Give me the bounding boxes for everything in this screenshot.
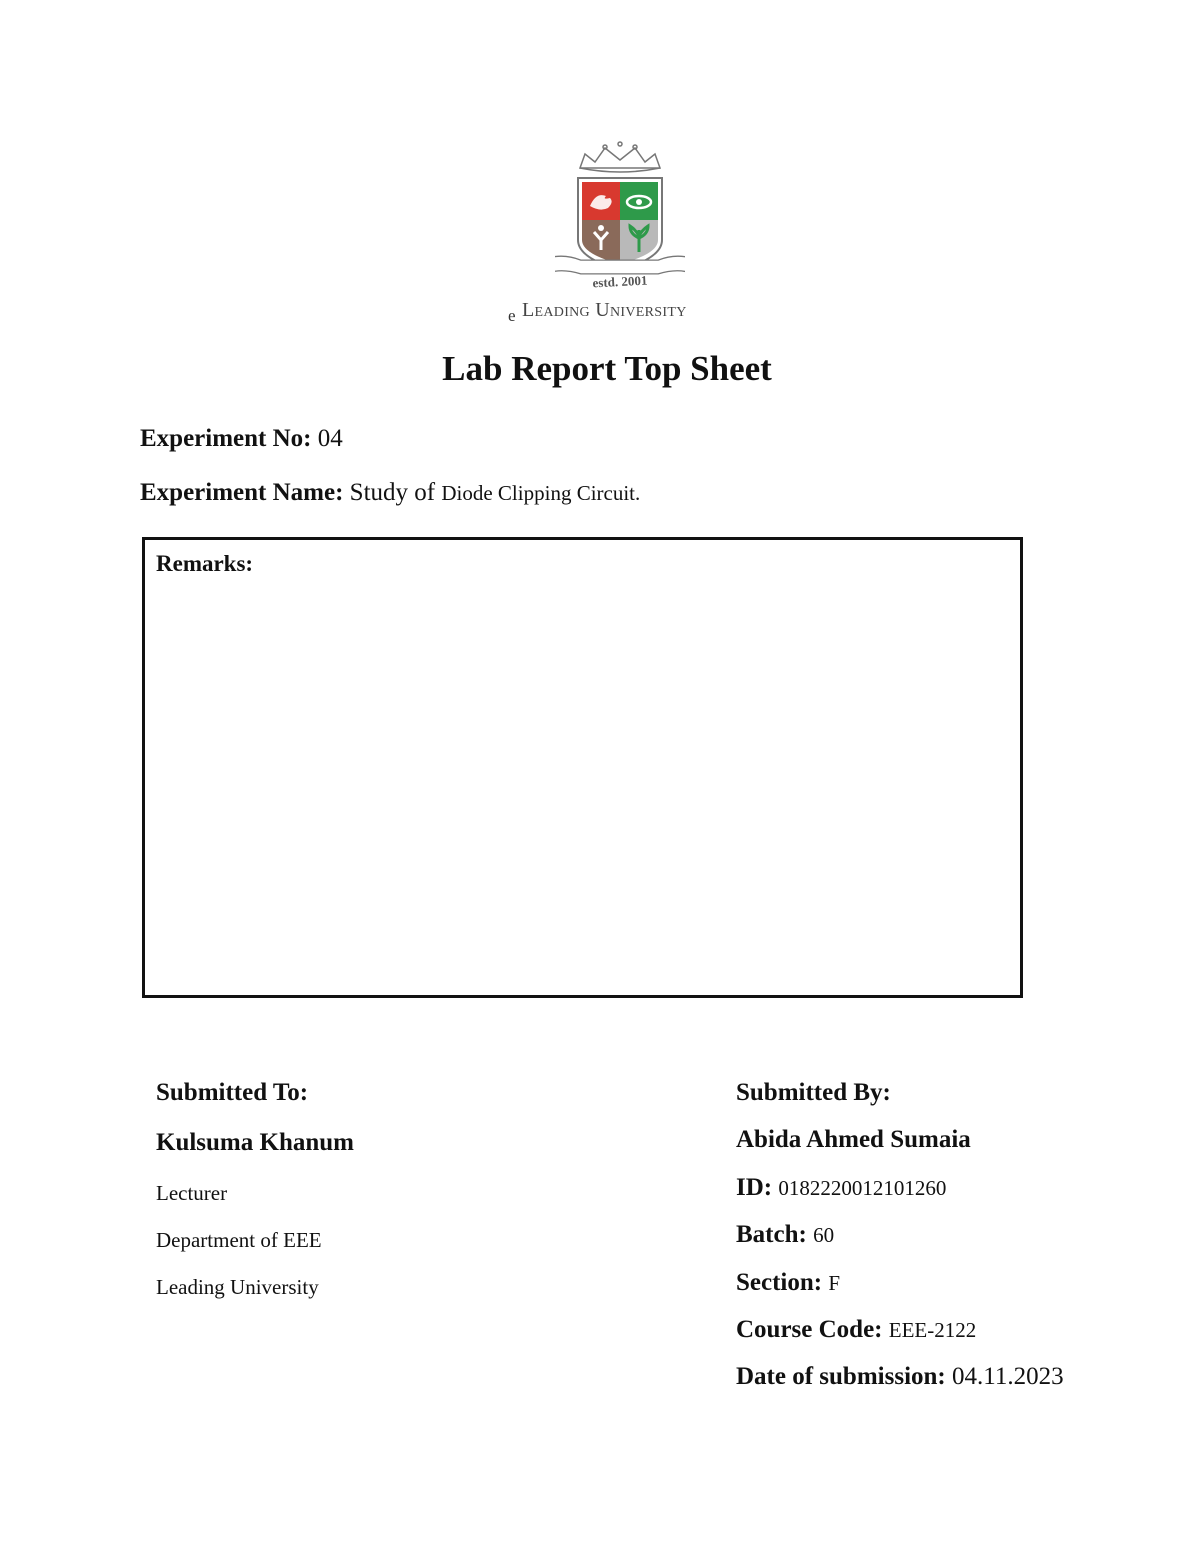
batch-label: Batch: xyxy=(736,1221,807,1248)
crown-icon xyxy=(580,142,660,172)
section xyxy=(736,1268,840,1298)
student-id xyxy=(736,1173,946,1203)
course-code xyxy=(736,1315,976,1345)
course-code-label: Course Code: xyxy=(736,1316,883,1343)
submitted-to-title: Lecturer xyxy=(156,1181,228,1205)
student-id-label: ID: xyxy=(736,1174,773,1201)
submitted-to-name: Kulsuma Khanum xyxy=(156,1129,354,1156)
experiment-number xyxy=(140,424,343,454)
logo-wordmark: Leading University xyxy=(522,299,687,321)
submitted-to-university: Leading University xyxy=(156,1275,319,1299)
crest-banner-text: estd. 2001 xyxy=(592,272,648,291)
section-label: Section: xyxy=(736,1269,823,1296)
batch xyxy=(736,1220,834,1250)
submitted-to-department: Department of EEE xyxy=(156,1228,322,1252)
experiment-name-value: Diode Clipping Circuit. xyxy=(441,481,641,505)
remarks-box xyxy=(142,537,1023,998)
experiment-number-label: Experiment No: xyxy=(140,425,312,452)
submitted-by-name: Abida Ahmed Sumaia xyxy=(736,1126,971,1153)
submission-date-value: 04.11.2023 xyxy=(952,1363,1064,1390)
experiment-name-label: Experiment Name: xyxy=(140,479,344,506)
experiment-name-prefix: Study of xyxy=(349,479,436,506)
experiment-name xyxy=(140,478,640,508)
submission-date xyxy=(736,1362,1064,1392)
batch-value: 60 xyxy=(813,1223,835,1247)
section-value: F xyxy=(828,1271,841,1295)
page-title: Lab Report Top Sheet xyxy=(442,349,772,388)
student-id-value: 0182220012101260 xyxy=(778,1176,947,1200)
remarks-label: Remarks: xyxy=(156,551,254,576)
submitted-to-heading: Submitted To: xyxy=(156,1079,309,1106)
university-crest-logo xyxy=(555,140,685,300)
submitted-by-heading: Submitted By: xyxy=(736,1079,891,1106)
submission-date-label: Date of submission: xyxy=(736,1363,946,1390)
course-code-value: EEE-2122 xyxy=(888,1318,977,1342)
experiment-number-value: 04 xyxy=(317,425,343,452)
logo-prefix: e xyxy=(508,306,516,325)
